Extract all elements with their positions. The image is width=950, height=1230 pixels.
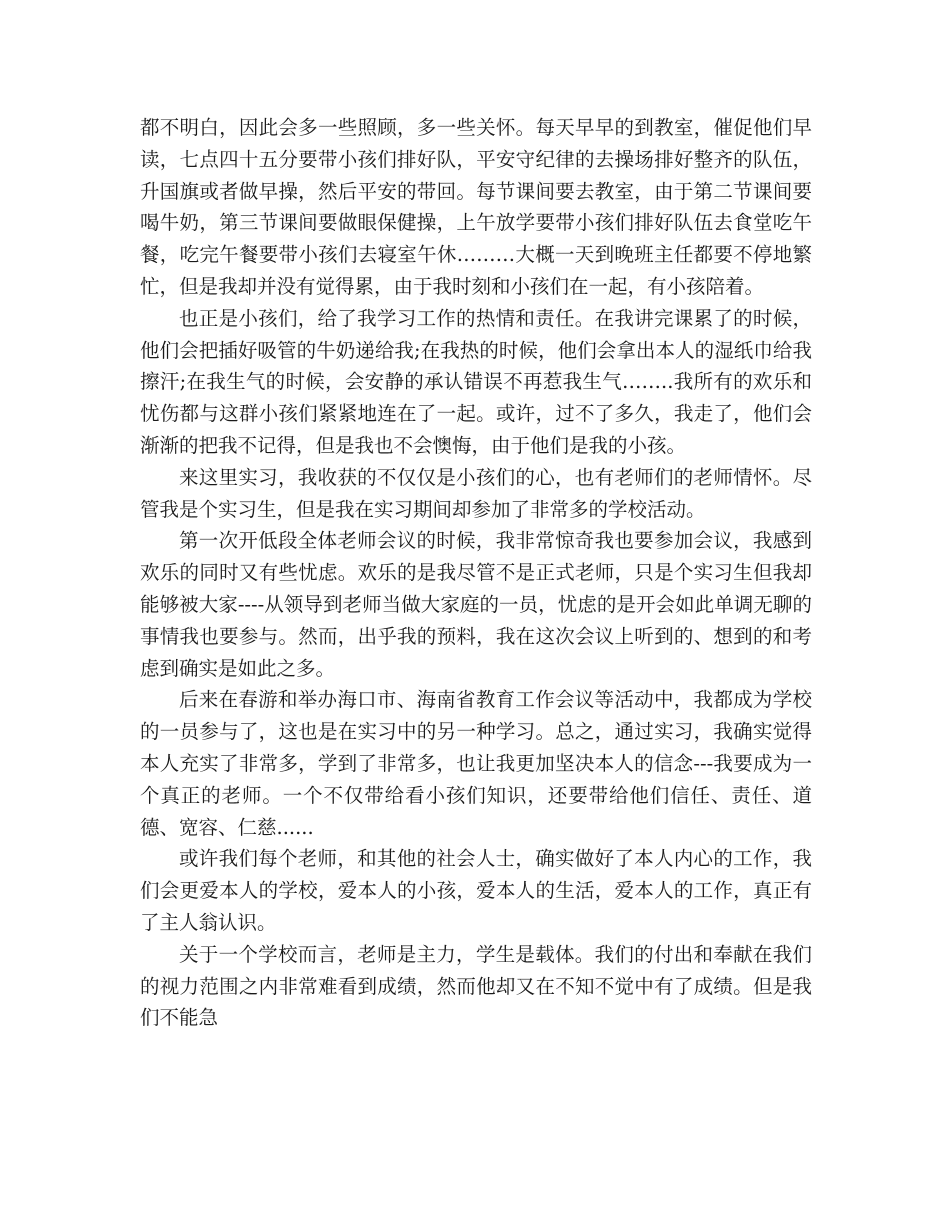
paragraph-1: 都不明白，因此会多一些照顾，多一些关怀。每天早早的到教室，催促他们早读，七点四十五分要带小孩们排好队，平安守纪律的去操场排好整齐的队伍，升国旗或者做早操，然后平安的带回。每节课间要去教室，由于第二节课间要喝牛奶，第三节课间要做眼保健操，上午放学要带小孩们排好队伍去食堂吃午餐，吃完午餐要带小孩们去寝室午休………大概一天到晚班主任都要不停地繁忙，但是我却并没有觉得累，由于我时刻和小孩们在一起，有小孩陪着。 <box>140 116 812 298</box>
paragraph-2: 也正是小孩们，给了我学习工作的热情和责任。在我讲完课累了的时候，他们会把插好吸管的牛奶递给我;在我热的时候，他们会拿出本人的湿纸巾给我擦汗;在我生气的时候，会安静的承认错误不再惹我生气……..我所有的欢乐和忧伤都与这群小孩们紧紧地连在了一起。或许，过不了多久，我走了，他们会渐渐的把我不记得，但是我也不会懊悔，由于他们是我的小孩。 <box>140 306 812 457</box>
paragraph-6: 或许我们每个老师，和其他的社会人士，确实做好了本人内心的工作，我们会更爱本人的学校，爱本人的小孩，爱本人的生活，爱本人的工作，真正有了主人翁认识。 <box>140 847 812 934</box>
paragraph-3: 来这里实习，我收获的不仅仅是小孩们的心，也有老师们的老师情怀。尽管我是个实习生，但是我在实习期间却参加了非常多的学校活动。 <box>140 465 812 521</box>
paragraph-5: 后来在春游和举办海口市、海南省教育工作会议等活动中，我都成为学校的一员参与了，这也是在实习中的另一种学习。总之，通过实习，我确实觉得本人充实了非常多，学到了非常多，也让我更加坚决本人的信念---我要成为一个真正的老师。一个不仅带给看小孩们知识，还要带给他们信任、责任、道德、宽容、仁慈...... <box>140 688 812 839</box>
paragraph-4: 第一次开低段全体老师会议的时候，我非常惊奇我也要参加会议，我感到欢乐的同时又有些忧虑。欢乐的是我尽管不是正式老师，只是个实习生但我却能够被大家----从领导到老师当做大家庭的一员，忧虑的是开会如此单调无聊的事情我也要参与。然而，出乎我的预料，我在这次会议上听到的、想到的和考虑到确实是如此之多。 <box>140 529 812 680</box>
paragraph-7: 关于一个学校而言，老师是主力，学生是载体。我们的付出和奉献在我们的视力范围之内非常难看到成绩，然而他却又在不知不觉中有了成绩。但是我们不能急 <box>140 942 812 1030</box>
document-body <box>140 112 812 1034</box>
